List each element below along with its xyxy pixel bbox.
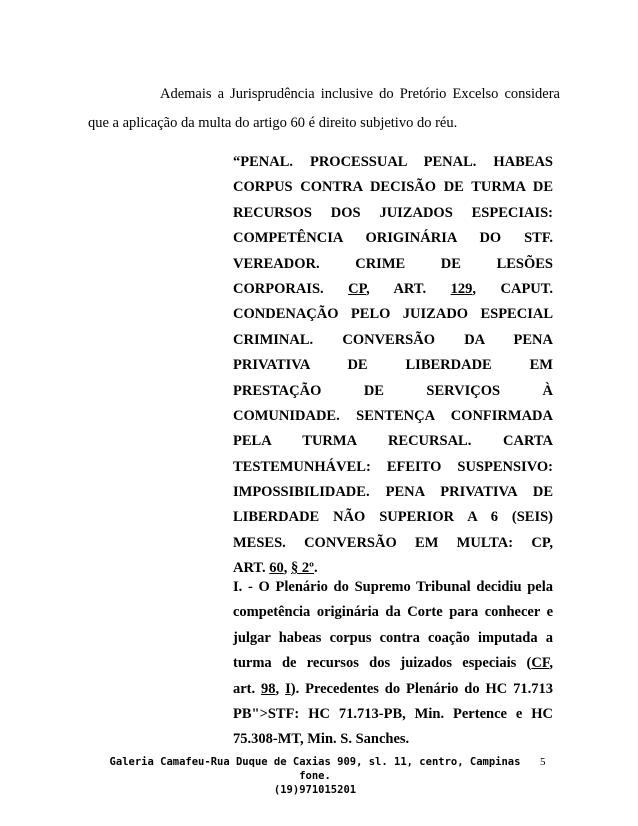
quote-line: CONDENAÇÃO PELO JUIZADO ESPECIAL	[233, 306, 553, 323]
item-line: PB">STF: HC 71.713-PB, Min. Pertence e HC	[233, 705, 553, 722]
paragraph-line-1: Ademais a Jurisprudência inclusive do Pretório Excelso considera	[160, 86, 560, 102]
item-line: competência originária da Corte para conhecer e	[233, 604, 553, 621]
quote-line: IMPOSSIBILIDADE. PENA PRIVATIVA DE	[233, 484, 553, 501]
quote-line: MESES. CONVERSÃO EM MULTA: CP,	[233, 534, 553, 551]
quote-line: CRIMINAL. CONVERSÃO DA PENA	[233, 331, 553, 348]
item-line: julgar habeas corpus contra coação imputada a	[233, 629, 553, 646]
jurisprudence-item-1	[233, 575, 553, 753]
paragraph-line-2: que a aplicação da multa do artigo 60 é direito subjetivo do réu.	[88, 115, 458, 131]
quote-line: VEREADOR. CRIME DE LESÕES	[233, 255, 553, 272]
jurisprudence-quote	[233, 150, 553, 582]
item-line: I. - O Plenário do Supremo Tribunal decidiu pela	[233, 579, 553, 595]
item-line: turma de recursos dos juizados especiais (CF,	[233, 655, 553, 672]
quote-line: TESTEMUNHÁVEL: EFEITO SUSPENSIVO:	[233, 458, 553, 475]
item-line: 75.308-MT, Min. S. Sanches.	[233, 731, 410, 748]
body-paragraph	[88, 80, 560, 138]
quote-line: “PENAL. PROCESSUAL PENAL. HABEAS	[233, 154, 553, 170]
quote-line: PRESTAÇÃO DE SERVIÇOS À	[233, 382, 553, 399]
quote-line: COMUNIDADE. SENTENÇA CONFIRMADA	[233, 407, 553, 424]
quote-line: PRIVATIVA DE LIBERDADE EM	[233, 357, 553, 374]
footer-phone: (19)971015201	[273, 784, 357, 796]
footer-address: Galeria Camafeu-Rua Duque de Caxias 909, sl. 11, centro, Campinas fone.	[109, 756, 521, 782]
page-footer	[100, 755, 530, 797]
page-number: 5	[540, 756, 546, 768]
quote-line: ART. 60, § 2º.	[233, 560, 318, 577]
quote-line: CORPORAIS. CP, ART. 129, CAPUT.	[233, 280, 553, 297]
quote-line: CORPUS CONTRA DECISÃO DE TURMA DE	[233, 179, 553, 196]
quote-line: LIBERDADE NÃO SUPERIOR A 6 (SEIS)	[233, 509, 553, 526]
quote-line: RECURSOS DOS JUIZADOS ESPECIAIS:	[233, 204, 553, 221]
item-line: art. 98, I). Precedentes do Plenário do HC 71.713	[233, 680, 554, 697]
quote-line: PELA TURMA RECURSAL. CARTA	[233, 433, 553, 450]
quote-line: COMPETÊNCIA ORIGINÁRIA DO STF.	[233, 230, 553, 247]
